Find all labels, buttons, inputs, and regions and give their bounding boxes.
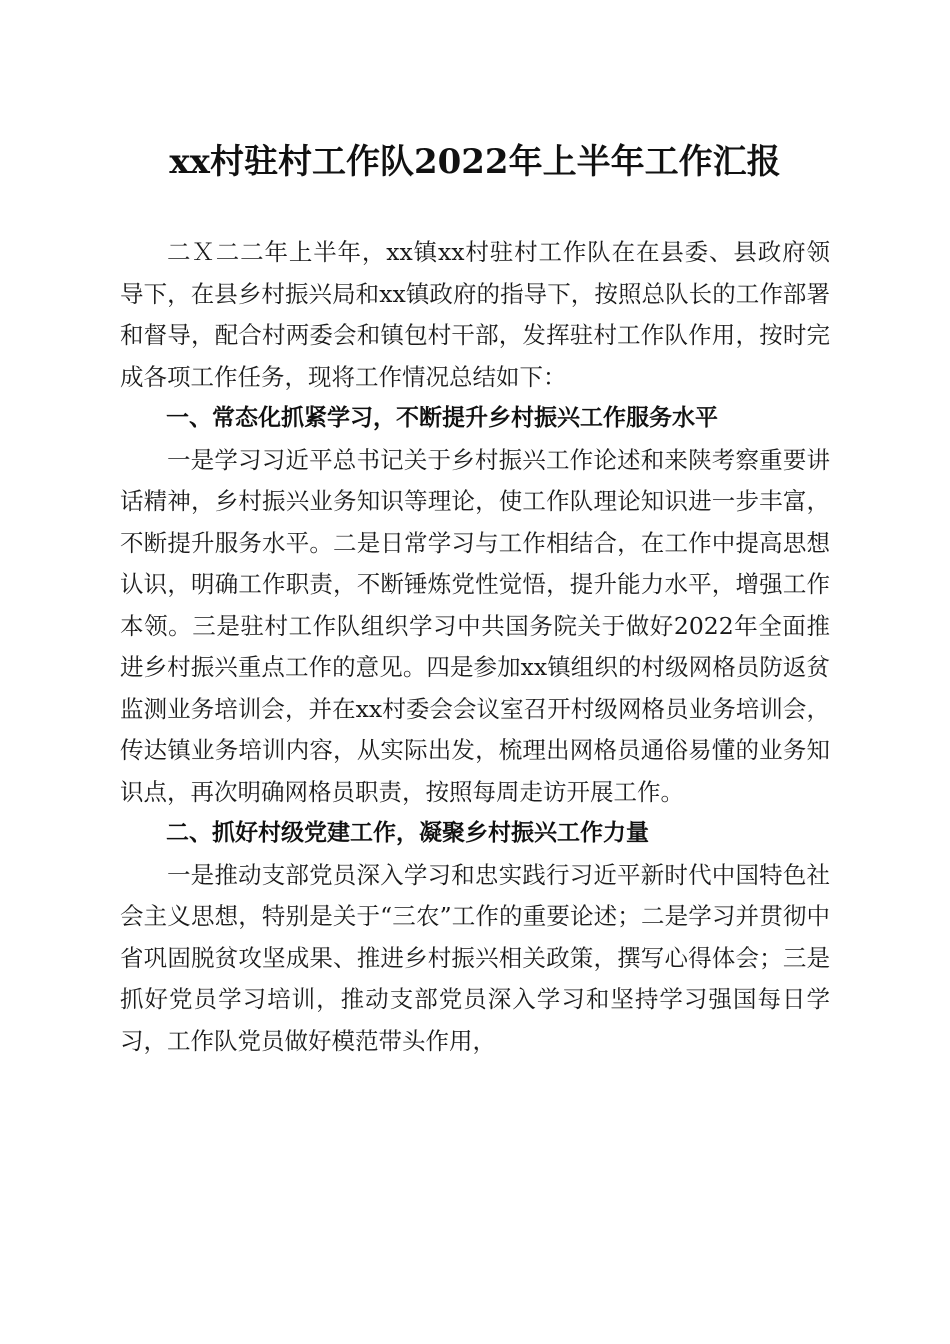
section-2-paragraph: 一是推动支部党员深入学习和忠实践行习近平新时代中国特色社会主义思想，特别是关于“三农”工作的重要论述；二是学习并贯彻中省巩固脱贫攻坚成果、推进乡村振兴相关政策，撰写心得体会；三是抓好党员学习培训，推动支部党员深入学习和坚持学习强国每日学习，工作队党员做好模范带头作用， (120, 860, 830, 1055)
intro-paragraph: 二Ｘ二二年上半年，xx镇xx村驻村工作队在在县委、县政府领导下，在县乡村振兴局和xx镇政府的指导下，按照总队长的工作部署和督导，配合村两委会和镇包村干部，发挥驻村工作队作用，按时完成各项工作任务，现将工作情况总结如下： (120, 238, 830, 391)
section-1-heading: 一、常态化抓紧学习，不断提升乡村振兴工作服务水平 (166, 405, 718, 431)
document-title: xx村驻村工作队2022年上半年工作汇报 (169, 142, 781, 182)
section-1-paragraph: 一是学习习近平总书记关于乡村振兴工作论述和来陕考察重要讲话精神，乡村振兴业务知识等理论，使工作队理论知识进一步丰富，不断提升服务水平。二是日常学习与工作相结合，在工作中提高思想认识，明确工作职责，不断锤炼党性觉悟，提升能力水平，增强工作本领。三是驻村工作队组织学习中共国务院关于做好2022年全面推进乡村振兴重点工作的意见。四是参加xx镇组织的村级网格员防返贫监测业务培训会，并在xx村委会会议室召开村级网格员业务培训会，传达镇业务培训内容，从实际出发，梳理出网格员通俗易懂的业务知识点，再次明确网格员职责，按照每周走访开展工作。 (120, 445, 830, 806)
section-2-heading: 二、抓好村级党建工作，凝聚乡村振兴工作力量 (166, 820, 649, 846)
document-body (120, 232, 830, 1062)
